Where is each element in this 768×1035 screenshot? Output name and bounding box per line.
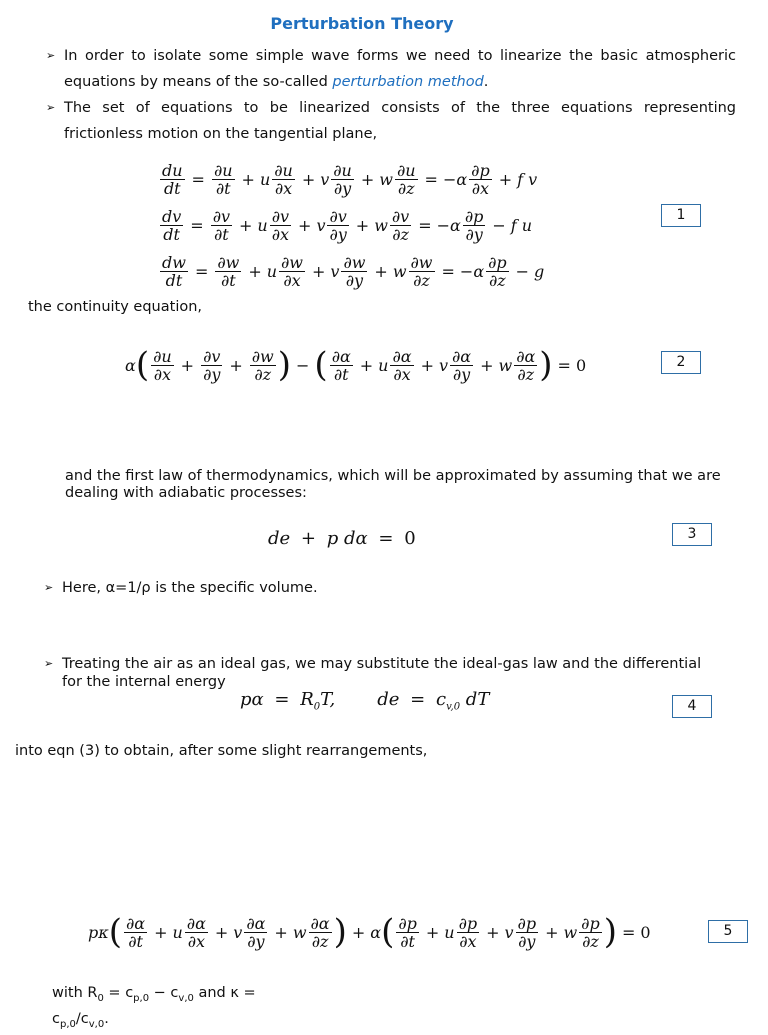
equation-number-box: 1: [661, 204, 701, 227]
perturbation-method-term: perturbation method: [332, 74, 484, 90]
bullet-text: Treating the air as an ideal gas, we may substitute the ideal-gas law and the differential for the internal energy: [62, 656, 702, 690]
bullet-item: [46, 95, 736, 147]
footer-part: p,0: [133, 992, 150, 1004]
bullet-text-part: In order to isolate some simple wave forms we need to linearize the basic atmospheric equations by means of the so-called: [64, 48, 736, 90]
footer-part: with R: [52, 985, 98, 1001]
bullet-item: [44, 655, 724, 691]
footer-part: c: [52, 1010, 60, 1027]
bullet-text: Here, α=1/ρ is the specific volume.: [62, 580, 318, 596]
equation-1-set: $\frac{du}{dt}$ = $\frac{\partial u}{\partial t}$ + u $\frac{\partial u}{\partial x}$ + v $\frac{\partial u}{\partial y}$ + w $\frac{\partial u}{\partial z}$ = −α $\frac{\partial p}{\partial x}$ + f v $\frac{dv}{dt}$ = $\frac{\partial v}{\partial t}$ + u $\frac{\partial v}{\partial x}$ + v $\frac{\partial v}{\partial y}$ + w $\frac{\partial v}{\partial z}$ = −α $\frac{\partial p}{\partial y}$ − f u $\frac{dw}{dt}$ = $\frac{\partial w}{\partial t}$ + u $\frac{\partial w}{\partial x}$ + v $\frac{\partial w}{\partial y}$ + w $\frac{\partial w}{\partial z}$ = −α $\frac{\partial p}{\partial z}$ − g: [162, 160, 545, 290]
footer-text: [52, 983, 262, 1035]
bullet-item: [46, 43, 736, 95]
bullet-item: [44, 575, 318, 601]
equation-number-box: 2: [661, 351, 701, 374]
bullet-text: The set of equations to be linearized consists of the three equations representing frictionless motion on the tangential plane,: [64, 100, 736, 142]
footer-part: v,0: [88, 1018, 105, 1030]
footer-part: /c: [75, 1010, 89, 1027]
arrow-bullet-icon: ➢: [46, 49, 56, 62]
equation-5: pκ ( $\frac{\partial\alpha}{\partial t}$ + u $\frac{\partial\alpha}{\partial x}$ + v $\frac{\partial\alpha}{\partial y}$ + w $\frac{\partial\alpha}{\partial z}$ ) + α ( $\frac{\partial p}{\partial t}$ + u $\frac{\partial p}{\partial x}$ + v $\frac{\partial p}{\partial y}$ + w $\frac{\partial p}{\partial z}$ ) = 0: [88, 912, 651, 952]
equation-2: α ( $\frac{\partial u}{\partial x}$ + $\frac{\partial v}{\partial y}$ + $\frac{\partial w}{\partial z}$ ) − ( $\frac{\partial\alpha}{\partial t}$ + u $\frac{\partial\alpha}{\partial x}$ + v $\frac{\partial\alpha}{\partial y}$ + w $\frac{\partial\alpha}{\partial z}$ ) = 0: [125, 345, 587, 385]
arrow-bullet-icon: ➢: [44, 581, 54, 594]
footer-part: p,0: [59, 1018, 76, 1030]
arrow-bullet-icon: ➢: [46, 101, 56, 114]
equation-number-box: 3: [672, 523, 712, 546]
footer-part: v,0: [178, 992, 194, 1004]
footer-part: = c: [103, 985, 134, 1001]
equation-3: de + p dα = 0: [268, 528, 416, 549]
footer-part: 0: [97, 992, 104, 1004]
bullet-text: [64, 43, 736, 95]
thermo-text: and the first law of thermodynamics, which will be approximated by assuming that we are dealing with adiabatic processes:: [65, 468, 721, 501]
arrow-bullet-icon: ➢: [44, 657, 54, 670]
footer-part: .: [104, 1010, 109, 1027]
continuity-text: the continuity equation,: [28, 299, 203, 315]
equation-4: $p\alpha = R_0T$, de = $c_{v,0}$ dT: [240, 689, 490, 713]
bullet-text-part: .: [483, 74, 489, 90]
footer-part: − c: [149, 985, 179, 1001]
footer-part: and κ =: [193, 985, 256, 1001]
page-title: Perturbation Theory: [270, 14, 454, 33]
equation-number-box: 4: [672, 695, 712, 718]
into-text: into eqn (3) to obtain, after some slight rearrangements,: [15, 743, 428, 759]
equation-number-box: 5: [708, 920, 748, 943]
